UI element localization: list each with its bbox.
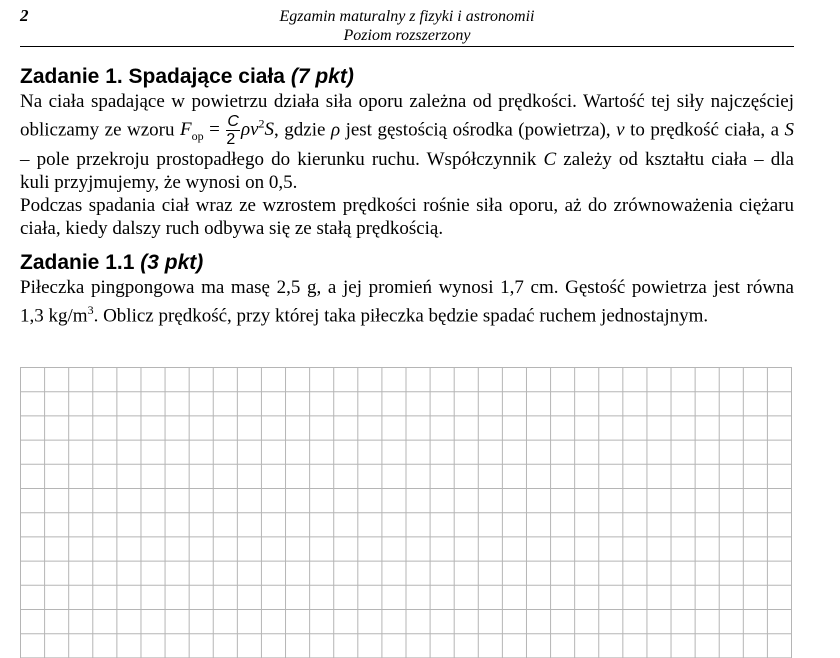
para1-text-b: , gdzie <box>274 119 326 141</box>
task1-1-text-b: . Oblicz prędkość, przy której taka piłeczka będzie spadać ruchem jednostajnym. <box>93 305 709 327</box>
task1-title: Zadanie 1. Spadające ciała <box>20 65 285 88</box>
task1-points: (7 pkt) <box>290 65 354 88</box>
formula-F: F <box>180 119 192 141</box>
formula-rho: ρ <box>240 119 251 141</box>
formula-fraction <box>226 113 240 148</box>
fraction-numerator: C <box>227 113 239 131</box>
task1-1-title: Zadanie 1.1 <box>20 251 135 275</box>
task1-1-exponent: 3 <box>87 303 94 318</box>
task1-1-heading <box>20 250 794 276</box>
formula-v-exp: 2 <box>258 117 265 131</box>
exam-title <box>20 7 794 45</box>
task-content <box>20 64 794 328</box>
formula-F-sub: op <box>191 129 204 144</box>
para1-text-d: to prędkość ciała, a <box>630 119 780 141</box>
task1-1-text <box>20 276 794 327</box>
page-number: 2 <box>20 6 29 25</box>
symbol-rho: ρ <box>330 119 341 141</box>
para1-text-c: jest gęstością ośrodka (powietrza), <box>345 119 611 141</box>
page-header <box>20 4 794 47</box>
symbol-v: v <box>616 119 625 141</box>
fraction-denominator: 2 <box>226 131 236 149</box>
exam-title-line1: Egzamin maturalny z fizyki i astronomii <box>279 8 535 25</box>
para1-text-a: Na ciała spadające w powietrzu działa siła oporu zależna od prędkości. Wartość tej siły najczęściej obliczamy ze wzoru <box>20 91 794 141</box>
para1-text-f: zależy od kształtu ciała – dla kuli przyjmujemy, że wynosi on 0,5. <box>20 149 794 194</box>
drag-force-formula <box>180 113 275 149</box>
task1-1-points: (3 pkt) <box>140 251 204 275</box>
task1-1-text-a: Piłeczka pingpongowa ma masę 2,5 g, a jej promień wynosi 1,7 cm. Gęstość powietrza jest równa 1,3 kg/m <box>20 277 794 327</box>
exam-title-line2: Poziom rozszerzony <box>343 27 471 44</box>
symbol-S: S <box>784 119 795 141</box>
para1-text-e: – pole przekroju prostopadłego do kierunku ruchu. Współczynnik <box>20 149 537 171</box>
symbol-C: C <box>543 149 557 171</box>
answer-grid[interactable] <box>20 367 792 658</box>
task1-heading <box>20 64 794 90</box>
task1-paragraph2: Podczas spadania ciał wraz ze wzrostem prędkości rośnie siła oporu, aż do zrównoważenia ciężaru ciała, kiedy dalszy ruch odbywa się ze stałą prędkością. <box>20 195 794 240</box>
answer-grid-lines <box>20 367 792 658</box>
formula-v: v <box>250 119 259 141</box>
formula-S: S <box>264 119 275 141</box>
formula-eq: = <box>209 119 220 141</box>
task1-paragraph1 <box>20 90 794 194</box>
